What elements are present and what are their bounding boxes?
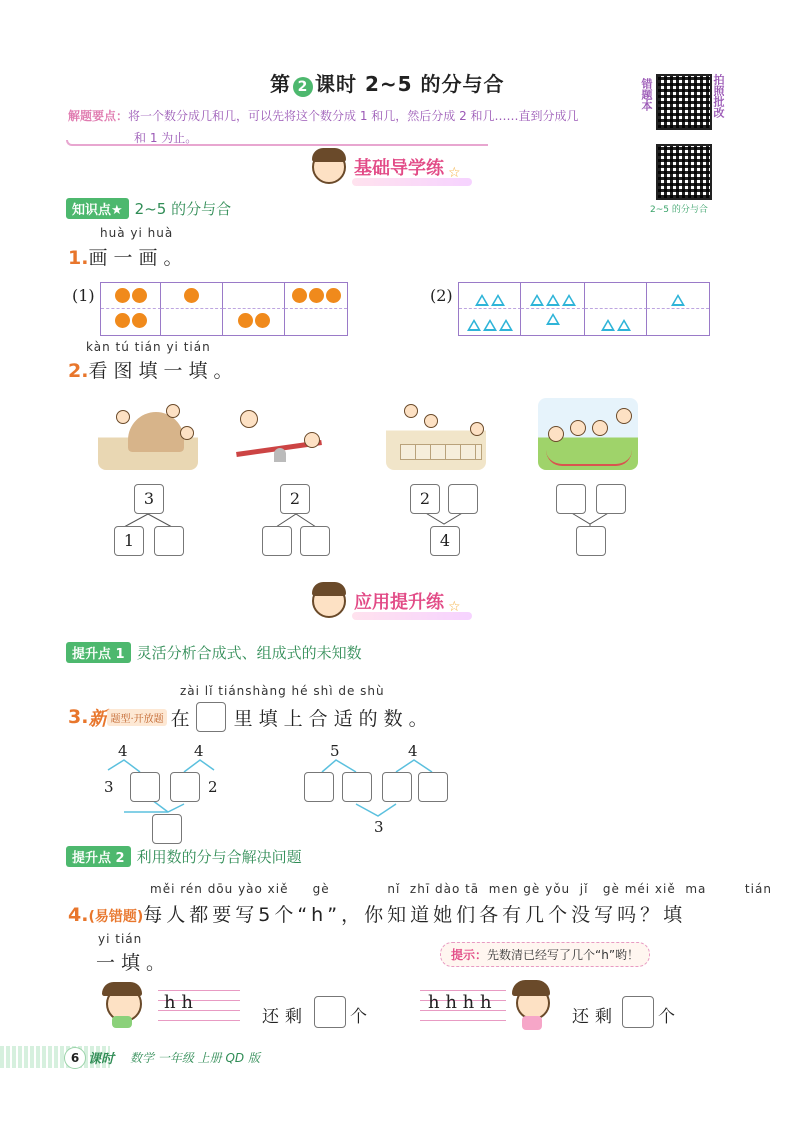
- answer-box-empty[interactable]: [622, 996, 654, 1028]
- tip-text: 将一个数分成几和几，可以先将这个数分成 1 和几，然后分成 2 和几……直到分成几: [128, 109, 579, 123]
- answer-box-empty[interactable]: [304, 772, 334, 802]
- banner-text: 基础导学练: [354, 158, 444, 179]
- qr-caption: 2~5 的分与合: [650, 205, 708, 215]
- answer-box-empty[interactable]: [556, 484, 586, 514]
- answer-box-empty[interactable]: [262, 526, 292, 556]
- answer-box-empty[interactable]: [170, 772, 200, 802]
- answer-box-empty[interactable]: [152, 814, 182, 844]
- q4-text-2: 一填。: [96, 952, 172, 974]
- book-info: 数学 一年级 上册 QD 版: [130, 1051, 260, 1065]
- easy-mistake-tag: (易错题): [88, 909, 144, 925]
- q3-text-b: 里填上合适的数。: [233, 707, 434, 730]
- q3-number-label: 5: [330, 742, 340, 760]
- title-prefix: 第: [270, 72, 291, 96]
- tip-text-continued: 和 1 为止。: [134, 131, 198, 145]
- q1-label-1: (1): [72, 286, 95, 305]
- q4-text: 每人都要写5个“h”，你知道她们各有几个没写吗？填: [143, 904, 687, 926]
- child-mascot-icon: [312, 584, 346, 618]
- answer-box-empty[interactable]: [342, 772, 372, 802]
- answer-box: 4: [430, 526, 460, 556]
- girl-illustration-2: [512, 980, 552, 1030]
- q3-text-a: 在: [170, 707, 196, 730]
- q1-text: 画一画。: [88, 247, 189, 269]
- tip-label: 解题要点：: [68, 109, 129, 123]
- improve-point-2: [66, 846, 302, 867]
- answer-box-empty[interactable]: [130, 772, 160, 802]
- girl-illustration-1: [100, 982, 144, 1028]
- remain-label: 还剩: [572, 1007, 618, 1027]
- tag-number: 1: [115, 647, 125, 662]
- q3-number-label: 4: [118, 742, 128, 760]
- remain-label: 还剩: [262, 1007, 308, 1027]
- banner-text: 应用提升练: [354, 592, 444, 613]
- tag-text: 提升点: [72, 647, 112, 662]
- writing-line: [420, 1020, 506, 1021]
- q3-number-label: 2: [208, 778, 218, 796]
- knowledge-point-title: 2~5 的分与合: [134, 200, 232, 218]
- written-letters: h h h h: [428, 992, 492, 1013]
- answer-box-empty[interactable]: [300, 526, 330, 556]
- question-type-badge: 题型·开放题: [107, 709, 166, 726]
- q4-pinyin: měi rén dōu yào xiě gè nǐ zhī dào tā men gè yǒu jǐ gè méi xiě ma tián: [150, 882, 772, 896]
- lesson-number-badge: 2: [293, 77, 313, 97]
- unit-label: 个: [658, 1007, 675, 1027]
- q4-pinyin-2: yi tián: [98, 932, 143, 946]
- q4-number: 4.: [68, 904, 89, 926]
- star-icon: ☆: [448, 599, 461, 615]
- section-banner-applied: [312, 586, 461, 616]
- sample-box-icon: [196, 702, 226, 732]
- improve-point-1: [66, 642, 362, 663]
- title-text: 课时 2~5 的分与合: [315, 72, 505, 96]
- unit-label: 个: [350, 1007, 367, 1027]
- tag-text: 提升点: [72, 851, 112, 866]
- q3-number: 3.: [68, 706, 89, 728]
- q3-prompt: [68, 702, 434, 732]
- writing-line: [158, 990, 240, 991]
- answer-box-empty[interactable]: [596, 484, 626, 514]
- writing-line: [158, 1020, 240, 1021]
- answer-box-empty[interactable]: [154, 526, 184, 556]
- answer-box: 2: [280, 484, 310, 514]
- brand-logo: 课时: [88, 1052, 115, 1067]
- answer-box-empty[interactable]: [418, 772, 448, 802]
- wrong-notebook-label: 错题本: [640, 78, 653, 111]
- star-icon: ★: [111, 203, 123, 218]
- answer-box: 3: [134, 484, 164, 514]
- q3-number-label: 4: [194, 742, 204, 760]
- new-badge: 新: [88, 707, 108, 730]
- q2-pinyin: kàn tú tián yi tián: [86, 340, 211, 354]
- q3-pinyin: zài lǐ tiánshàng hé shì de shù: [180, 684, 385, 698]
- answer-box-empty[interactable]: [382, 772, 412, 802]
- photo-correct-label: 拍照批改: [712, 74, 725, 118]
- hint-text: 先数清已经写了几个“h”哟！: [487, 948, 640, 962]
- answer-box-empty[interactable]: [576, 526, 606, 556]
- q4-prompt: [68, 900, 686, 927]
- tag-number: 2: [115, 851, 125, 866]
- hint-label: 提示：: [451, 948, 488, 962]
- q1-label-2: (2): [430, 286, 453, 305]
- q1-number: 1.: [68, 247, 89, 269]
- answer-box-empty[interactable]: [448, 484, 478, 514]
- answer-box: 2: [410, 484, 440, 514]
- footer-bar: [0, 1046, 800, 1068]
- improve-point-tag: [66, 642, 131, 663]
- q3-number-label: 3: [374, 818, 384, 836]
- star-icon: ☆: [448, 165, 461, 181]
- q3-number-label: 3: [104, 778, 114, 796]
- kp-tag-text: 知识点: [72, 203, 112, 218]
- hint-box: [440, 942, 650, 967]
- q1-pinyin: huà yi huà: [100, 226, 174, 240]
- written-letters: h h: [164, 992, 193, 1013]
- answer-box-empty[interactable]: [314, 996, 346, 1028]
- page-number: 6: [64, 1047, 86, 1069]
- q2-text: 看图填一填。: [88, 360, 239, 382]
- improve-point-title: 利用数的分与合解决问题: [136, 848, 302, 866]
- writing-line: [420, 990, 506, 991]
- q3-number-label: 4: [408, 742, 418, 760]
- improve-point-tag: [66, 846, 131, 867]
- answer-box: 1: [114, 526, 144, 556]
- improve-point-title: 灵活分析合成式、组成式的未知数: [136, 644, 362, 662]
- q2-number: 2.: [68, 360, 89, 382]
